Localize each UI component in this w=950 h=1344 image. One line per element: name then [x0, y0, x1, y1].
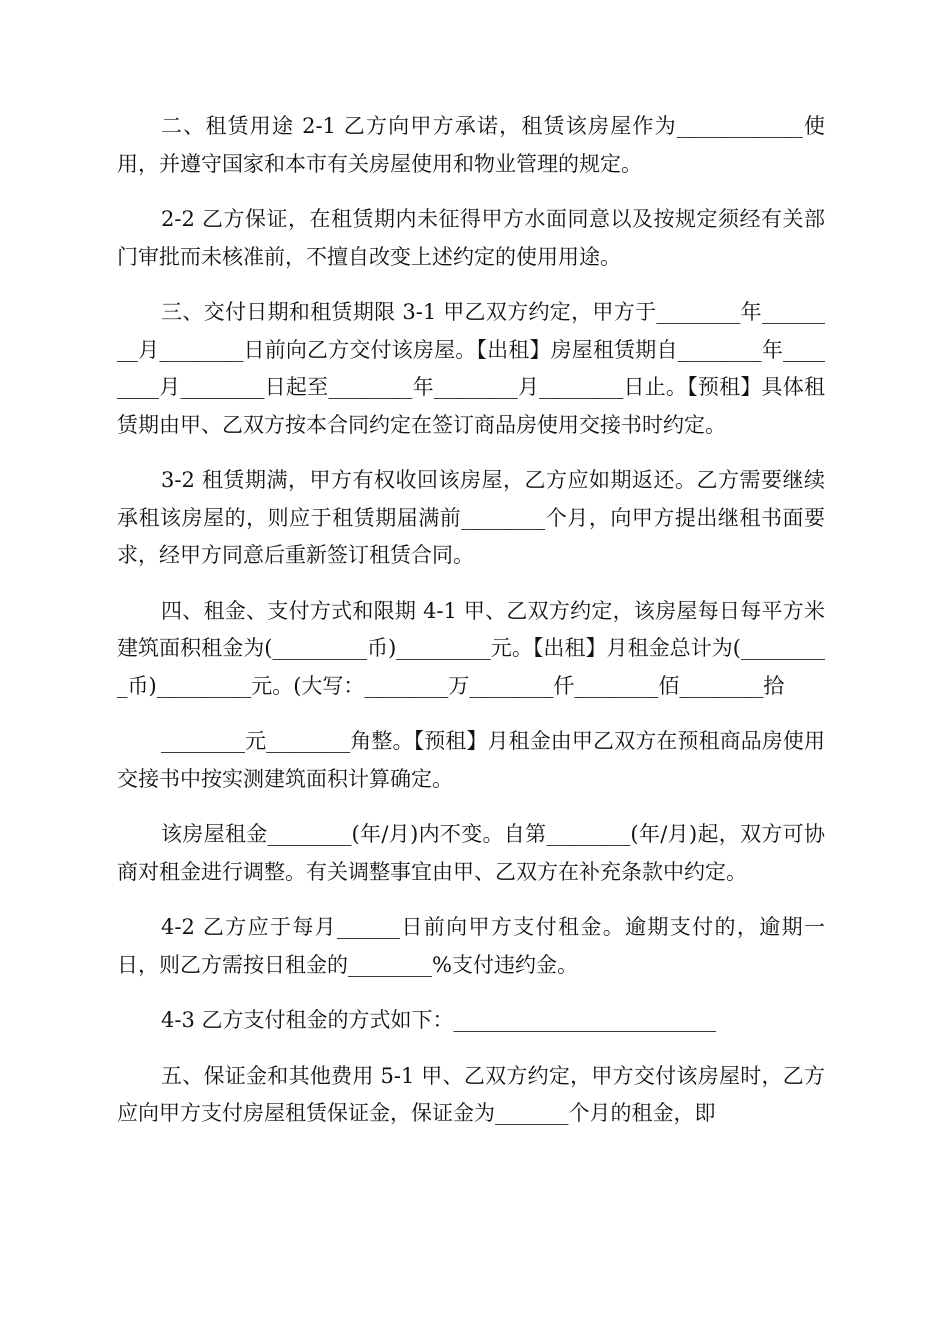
paragraph-rent-amount-cont: ________元________角整。【预租】月租金由甲乙双方在预租商品房使用交接书中按实测建筑面积计算确定。 — [117, 729, 825, 791]
paragraph-usage-guarantee: 2-2 乙方保证，在租赁期内未征得甲方水面同意以及按规定须经有关部门审批而未核准前，不擅自改变上述约定的使用用途。 — [117, 207, 825, 269]
paragraph-lease-purpose: 二、租赁用途 2-1 乙方向甲方承诺，租赁该房屋作为____________使用，并遵守国家和本市有关房屋使用和物业管理的规定。 — [117, 114, 825, 176]
paragraph-payment-method: 4-3 乙方支付租金的方式如下：_________________________ — [161, 1008, 716, 1032]
paragraph-payment-date: 4-2 乙方应于每月______日前向甲方支付租金。逾期支付的，逾期一日，则乙方需按日租金的________%支付违约金。 — [117, 915, 825, 977]
paragraph-rent-amount: 四、租金、支付方式和限期 4-1 甲、乙双方约定，该房屋每日每平方米建筑面积租金为(_________币)_________元。【出租】月租金总计为(_________币)_________元。(大写：________万________仟________佰________拾 — [117, 598, 825, 698]
paragraph-lease-expiry: 3-2 租赁期满，甲方有权收回该房屋，乙方应如期返还。乙方需要继续承租该房屋的，则应于租赁期届满前________个月，向甲方提出继租书面要求，经甲方同意后重新签订租赁合同。 — [117, 468, 825, 567]
paragraph-deposit: 五、保证金和其他费用 5-1 甲、乙双方约定，甲方交付该房屋时，乙方应向甲方支付房屋租赁保证金，保证金为_______个月的租金，即 — [117, 1063, 825, 1125]
paragraph-rent-adjustment: 该房屋租金________(年/月)内不变。自第________(年/月)起，双方可协商对租金进行调整。有关调整事宜由甲、乙双方在补充条款中约定。 — [117, 822, 825, 884]
paragraph-delivery-term: 三、交付日期和租赁期限 3-1 甲乙双方约定，甲方于________年________月________日前向乙方交付该房屋。【出租】房屋租赁期自________年________月________日起至________年________月________日止。【预租】具体租赁期由甲、乙双方按本合同约定在签订商品房使用交接书时约定。 — [117, 300, 825, 437]
